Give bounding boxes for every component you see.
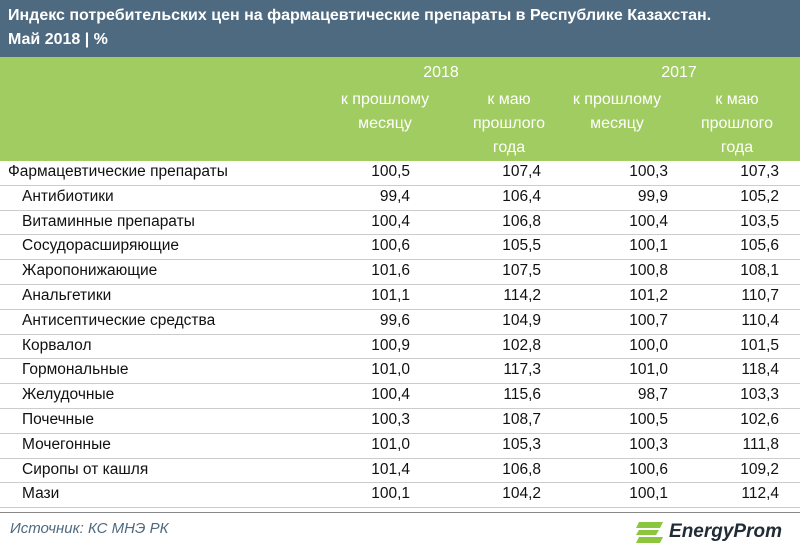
year-2017-header: 2017 [661, 64, 697, 81]
row-label: Мази [22, 485, 60, 503]
row-label: Сосудорасширяющие [22, 237, 180, 255]
header-text: к прошлому [572, 91, 662, 108]
footer [0, 512, 800, 549]
cell-value: 110,7 [741, 286, 779, 304]
header-text: месяцу [590, 115, 644, 132]
column-header [0, 57, 800, 161]
data-table [0, 161, 800, 508]
cell-value: 118,4 [741, 361, 779, 379]
cell-value: 101,0 [371, 435, 410, 453]
cell-value: 104,2 [502, 485, 541, 503]
table-row [0, 235, 800, 260]
logo-text: EnergyProm [669, 521, 782, 542]
cell-value: 98,7 [637, 386, 668, 404]
cell-value: 105,3 [502, 435, 541, 453]
table-row [0, 359, 800, 384]
cell-value: 109,2 [740, 460, 779, 478]
table-row [0, 186, 800, 211]
cell-value: 106,8 [502, 460, 541, 478]
header-text: к маю [715, 91, 759, 108]
energyprom-logo-icon [635, 519, 665, 545]
cell-value: 102,6 [740, 410, 779, 428]
row-label: Витаминные препараты [22, 212, 195, 230]
cell-value: 105,2 [740, 187, 779, 205]
table-row [0, 285, 800, 310]
cell-value: 101,2 [629, 286, 668, 304]
cell-value: 100,1 [629, 485, 668, 503]
cell-value: 101,0 [629, 361, 668, 379]
header-text: года [720, 139, 754, 156]
cell-value: 103,5 [740, 212, 779, 230]
table-row [0, 483, 800, 508]
header-text: года [492, 139, 526, 156]
row-label: Желудочные [22, 386, 115, 404]
cell-value: 99,4 [379, 187, 410, 205]
row-label: Сиропы от кашля [22, 460, 149, 478]
table-row [0, 434, 800, 459]
table-row [0, 459, 800, 484]
header-2017-prev-month [557, 88, 677, 136]
cell-value: 110,4 [741, 311, 779, 329]
cell-value: 100,1 [371, 485, 410, 503]
header-text: месяцу [358, 115, 412, 132]
cell-value: 100,6 [629, 460, 668, 478]
cell-value: 106,4 [502, 187, 541, 205]
cell-value: 106,8 [502, 212, 541, 230]
header-2018-may [449, 88, 569, 160]
cell-value: 99,9 [637, 187, 668, 205]
header-text: к прошлому [340, 91, 430, 108]
header-text: к маю [487, 91, 531, 108]
cell-value: 100,4 [371, 212, 410, 230]
cell-value: 100,3 [371, 410, 410, 428]
cell-value: 100,3 [629, 163, 668, 180]
header-text: прошлого [472, 115, 546, 132]
cell-value: 115,6 [503, 386, 541, 404]
cell-value: 111,8 [742, 435, 779, 453]
cell-value: 103,3 [740, 386, 779, 404]
cell-value: 117,3 [503, 361, 541, 379]
row-label: Корвалол [22, 336, 92, 354]
table-row [0, 211, 800, 236]
cell-value: 101,5 [740, 336, 779, 354]
cell-value: 100,3 [629, 435, 668, 453]
cell-value: 108,1 [740, 262, 779, 280]
header-text: прошлого [700, 115, 774, 132]
row-label: Гормональные [22, 361, 129, 379]
row-label: Мочегонные [22, 435, 111, 453]
cell-value: 107,5 [502, 262, 541, 280]
cell-value: 114,2 [503, 286, 541, 304]
cell-value: 102,8 [502, 336, 541, 354]
cell-value: 100,6 [371, 237, 410, 255]
table-row [0, 310, 800, 335]
row-label: Антисептические средства [22, 311, 216, 329]
cell-value: 112,4 [741, 485, 779, 503]
table-row [0, 384, 800, 409]
title-bar [0, 0, 800, 57]
cell-value: 100,9 [371, 336, 410, 354]
cell-value: 105,5 [502, 237, 541, 255]
cell-value: 107,4 [502, 163, 541, 180]
header-2017-may [677, 88, 797, 160]
year-2018-header: 2018 [423, 64, 459, 81]
cell-value: 99,6 [379, 311, 410, 329]
cell-value: 100,4 [371, 386, 410, 404]
title-line-2: Май 2018 | % [8, 31, 108, 48]
cell-value: 101,6 [371, 262, 410, 280]
cell-value: 100,1 [629, 237, 668, 255]
table-row [0, 335, 800, 360]
cell-value: 108,7 [502, 410, 541, 428]
cell-value: 100,4 [629, 212, 668, 230]
cell-value: 101,1 [371, 286, 410, 304]
row-label: Жаропонижающие [22, 262, 158, 280]
cell-value: 105,6 [740, 237, 779, 255]
row-label: Почечные [22, 410, 94, 428]
cell-value: 100,0 [629, 336, 668, 354]
source-note: Источник: КС МНЭ РК [10, 520, 169, 537]
table-row [0, 260, 800, 285]
logo [635, 519, 782, 545]
row-label: Антибиотики [22, 187, 114, 205]
row-label: Фармацевтические препараты [8, 163, 228, 180]
cell-value: 101,0 [371, 361, 410, 379]
table-row [0, 161, 800, 186]
row-label: Анальгетики [22, 286, 112, 304]
cell-value: 104,9 [502, 311, 541, 329]
cell-value: 100,8 [629, 262, 668, 280]
header-2018-prev-month [325, 88, 445, 136]
table-row [0, 409, 800, 434]
cell-value: 100,5 [371, 163, 410, 180]
cell-value: 101,4 [371, 460, 410, 478]
cell-value: 100,7 [629, 311, 668, 329]
cell-value: 107,3 [740, 163, 779, 180]
cell-value: 100,5 [629, 410, 668, 428]
title-line-1: Индекс потребительских цен на фармацевтические препараты в Республике Казахстан. [8, 7, 712, 24]
